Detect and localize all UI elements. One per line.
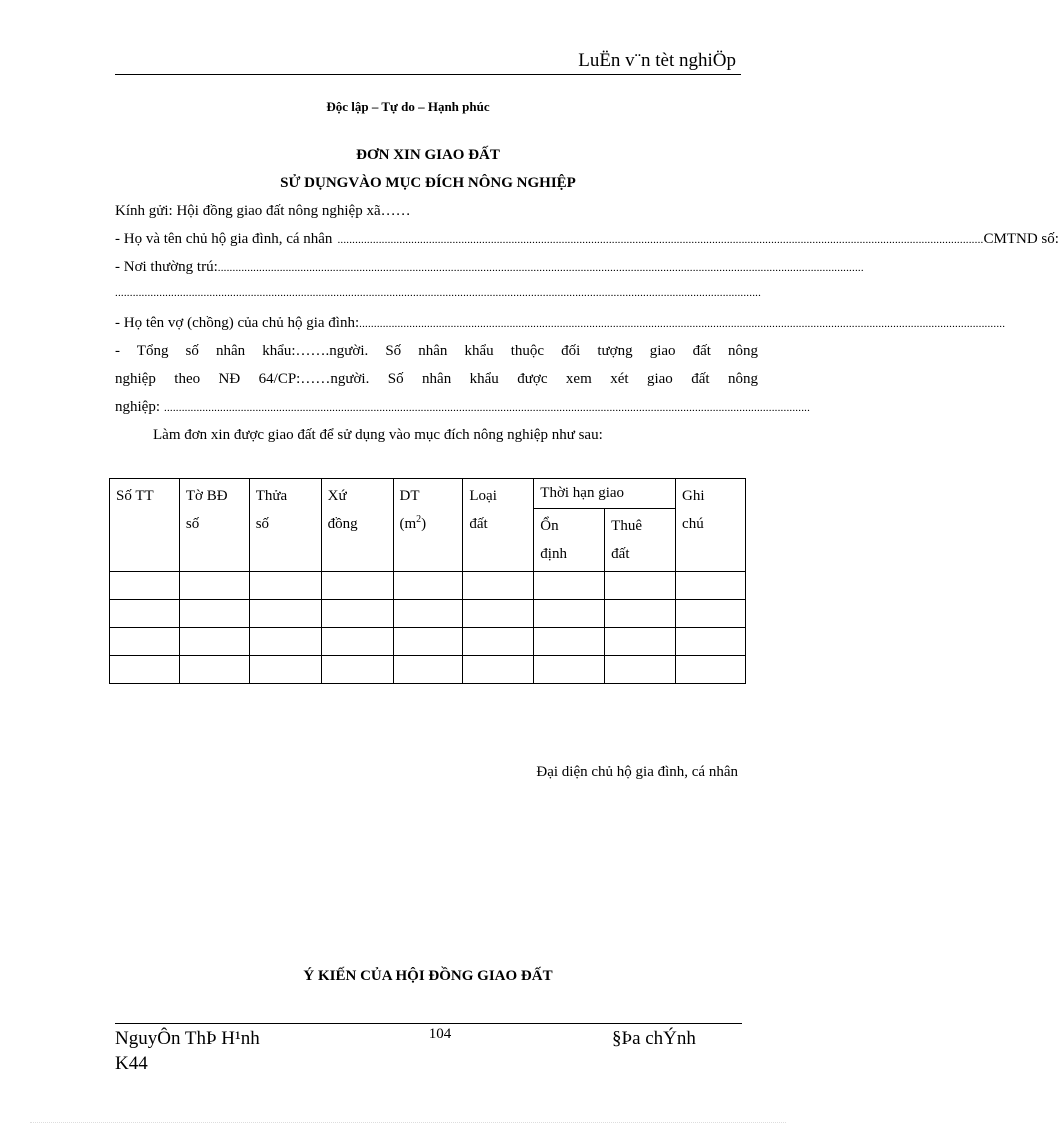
table-row <box>110 600 746 628</box>
running-title: LuËn v¨n tèt nghiÖp <box>578 50 736 71</box>
signature-label: Đại diện chủ hộ gia đình, cá nhân <box>536 764 738 780</box>
header-stable: Ổn định <box>534 509 605 572</box>
residence-continuation-line <box>115 287 762 299</box>
header-parcel: Thửa số <box>249 479 321 572</box>
table-row <box>110 628 746 656</box>
spouse-line <box>115 315 1006 332</box>
footer-rule <box>115 1023 742 1024</box>
header-lease: Thuê đất <box>605 509 676 572</box>
household-line-2: nghiệp theo NĐ 64/CP:……người. Số nhân khẩu được xem xét giao đất nông <box>115 371 758 387</box>
footer-department: §Þa chÝnh <box>612 1028 696 1049</box>
name-dots: ........................................................................................................................................................................................................................... <box>337 234 984 246</box>
household-line-3-label: nghiệp: <box>115 399 160 415</box>
residence-dots: ........................................................................................................................................................................................................................... <box>217 262 864 274</box>
header-land-type: Loại đất <box>463 479 534 572</box>
table-row <box>110 656 746 684</box>
residence-label: - Nơi thường trú: <box>115 259 218 275</box>
land-table <box>109 478 746 684</box>
footer-class: K44 <box>115 1053 148 1074</box>
request-line: Làm đơn xin được giao đất để sử dụng vào mục đích nông nghiệp như sau: <box>153 427 603 443</box>
id-card-label: CMTND số: <box>983 231 1059 247</box>
table-row <box>110 572 746 600</box>
page-number: 104 <box>428 1026 452 1042</box>
header-rule <box>115 74 741 75</box>
header-map-sheet: Tờ BĐ số <box>179 479 249 572</box>
form-title: ĐƠN XIN GIAO ĐẤT <box>356 147 500 163</box>
household-dots: ........................................................................................................................................................................................................................... <box>164 402 811 414</box>
motto: Độc lập – Tự do – Hạnh phúc <box>326 99 490 114</box>
header-note: Ghi chú <box>676 479 746 572</box>
header-stt: Số TT <box>110 479 180 572</box>
household-line-1: - Tổng số nhân khẩu:…….người. Số nhân khẩu thuộc đối tượng giao đất nông <box>115 343 758 359</box>
recipient-line: Kính gửi: Hội đồng giao đất nông nghiệp xã…… <box>115 203 411 219</box>
name-label: - Họ và tên chủ hộ gia đình, cá nhân <box>115 231 333 247</box>
spouse-dots: ........................................................................................................................................................................................................................... <box>359 318 1006 330</box>
residence-line <box>115 259 864 276</box>
residence-dots-2: ........................................................................................................................................................................................................................... <box>115 287 762 299</box>
header-area: DT $(m^2)$ <box>393 479 463 572</box>
form-subtitle: SỬ DỤNGVÀO MỤC ĐÍCH NÔNG NGHIỆP <box>280 175 576 191</box>
footer-author: NguyÔn ThÞ H¹nh <box>115 1028 260 1049</box>
header-field: Xứ đồng <box>321 479 393 572</box>
name-line <box>115 231 1059 248</box>
opinion-heading: Ý KIẾN CỦA HỘI ĐỒNG GIAO ĐẤT <box>303 968 553 984</box>
household-line-3 <box>115 399 811 416</box>
header-allocation-term: Thời hạn giao <box>534 479 676 509</box>
spouse-label: - Họ tên vợ (chồng) của chủ hộ gia đình: <box>115 315 360 331</box>
